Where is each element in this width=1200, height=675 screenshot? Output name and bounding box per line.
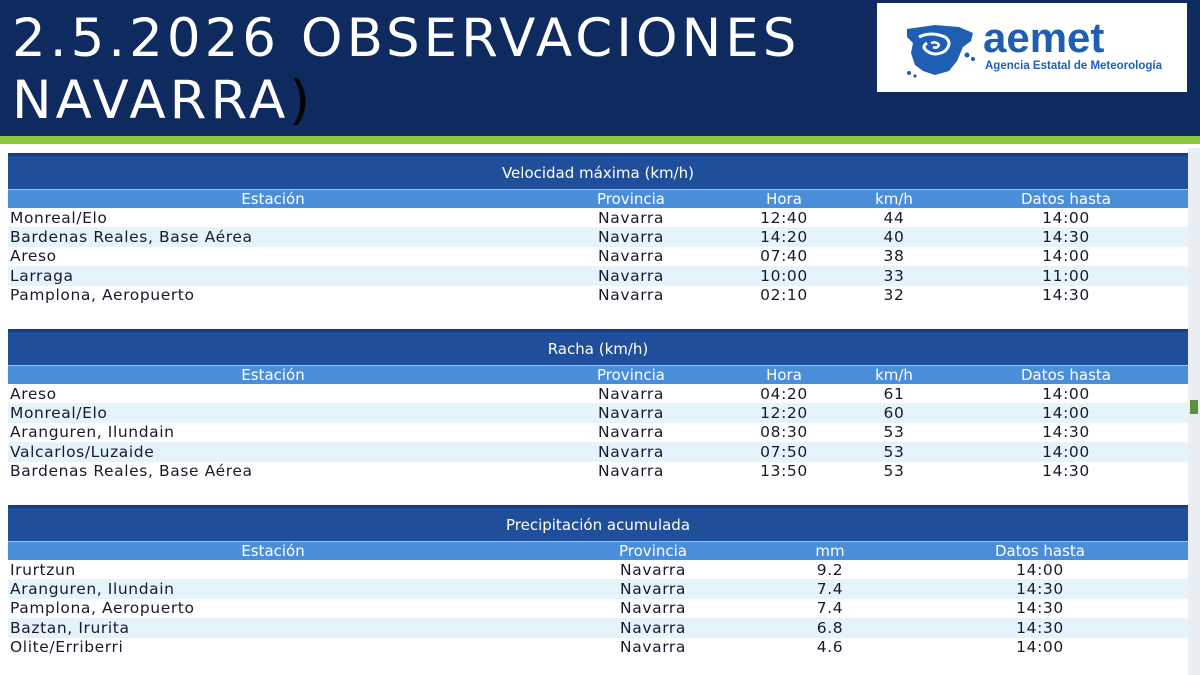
title-paren: ) xyxy=(289,70,315,131)
cell-estacion: Bardenas Reales, Base Aérea xyxy=(10,462,253,481)
table-row xyxy=(8,442,1188,461)
cell-estacion: Pamplona, Aeropuerto xyxy=(10,599,195,618)
column-estacion: Estación xyxy=(241,366,305,384)
table-row xyxy=(8,638,1188,657)
cell-kmh: 60 xyxy=(883,404,905,423)
cell-estacion: Aranguren, Ilundain xyxy=(10,580,175,599)
cell-kmh: 53 xyxy=(883,462,905,481)
cell-estacion: Monreal/Elo xyxy=(10,208,108,227)
cell-kmh: 32 xyxy=(883,286,905,305)
cell-mm: 4.6 xyxy=(816,638,844,657)
cell-provincia: Navarra xyxy=(620,580,686,599)
cell-datos-hasta: 14:00 xyxy=(1042,384,1090,403)
header-banner xyxy=(0,0,1200,136)
cell-kmh: 33 xyxy=(883,266,905,285)
cell-hora: 08:30 xyxy=(760,423,808,442)
cell-kmh: 61 xyxy=(883,384,905,403)
table-title: Precipitación acumulada xyxy=(8,508,1188,541)
title-region: NAVARRA xyxy=(12,70,290,131)
scrollbar-thumb[interactable] xyxy=(1190,400,1198,414)
cell-datos-hasta: 14:30 xyxy=(1042,462,1090,481)
logo-subtitle: Agencia Estatal de Meteorología xyxy=(985,60,1163,72)
cell-mm: 7.4 xyxy=(816,599,844,618)
table-title: Velocidad máxima (km/h) xyxy=(8,156,1188,189)
column-kmh: km/h xyxy=(875,366,913,384)
cell-mm: 7.4 xyxy=(816,580,844,599)
cell-hora: 02:10 xyxy=(760,286,808,305)
table-row xyxy=(8,618,1188,637)
table-row xyxy=(8,227,1188,246)
cell-provincia: Navarra xyxy=(598,442,664,461)
table-row xyxy=(8,423,1188,442)
cell-datos-hasta: 14:00 xyxy=(1016,638,1064,657)
cell-provincia: Navarra xyxy=(598,384,664,403)
cell-provincia: Navarra xyxy=(598,462,664,481)
column-provincia: Provincia xyxy=(619,542,687,560)
cell-datos-hasta: 14:30 xyxy=(1016,580,1064,599)
cell-datos-hasta: 14:30 xyxy=(1016,618,1064,637)
cell-kmh: 53 xyxy=(883,423,905,442)
table-row xyxy=(8,579,1188,598)
cell-hora: 14:20 xyxy=(760,228,808,247)
table-row xyxy=(8,286,1188,305)
cell-kmh: 53 xyxy=(883,442,905,461)
logo-wordmark: aemet xyxy=(983,14,1105,61)
table-row xyxy=(8,247,1188,266)
cell-datos-hasta: 14:00 xyxy=(1042,247,1090,266)
cell-datos-hasta: 14:00 xyxy=(1016,560,1064,579)
table-row xyxy=(8,208,1188,227)
cell-datos-hasta: 14:30 xyxy=(1042,228,1090,247)
title-line-region xyxy=(12,70,872,132)
cell-hora: 04:20 xyxy=(760,384,808,403)
title-line-date: 2.5.2026 OBSERVACIONES xyxy=(12,8,801,69)
cell-datos-hasta: 14:30 xyxy=(1016,599,1064,618)
cell-provincia: Navarra xyxy=(598,404,664,423)
table-velocidad-maxima xyxy=(8,153,1188,305)
cell-mm: 9.2 xyxy=(816,560,844,579)
cell-provincia: Navarra xyxy=(620,560,686,579)
cell-hora: 07:50 xyxy=(760,442,808,461)
column-estacion: Estación xyxy=(241,542,305,560)
aemet-logo xyxy=(877,3,1187,92)
table-row xyxy=(8,384,1188,403)
cell-estacion: Monreal/Elo xyxy=(10,404,108,423)
column-kmh: km/h xyxy=(875,190,913,208)
cell-provincia: Navarra xyxy=(620,599,686,618)
table-row xyxy=(8,599,1188,618)
cell-datos-hasta: 14:00 xyxy=(1042,404,1090,423)
table-column-header xyxy=(8,189,1188,208)
column-mm: mm xyxy=(815,542,845,560)
cell-provincia: Navarra xyxy=(620,618,686,637)
cell-estacion: Baztan, Irurita xyxy=(10,618,130,637)
cell-mm: 6.8 xyxy=(816,618,844,637)
column-provincia: Provincia xyxy=(597,190,665,208)
cell-kmh: 40 xyxy=(883,228,905,247)
cell-datos-hasta: 14:00 xyxy=(1042,442,1090,461)
table-row xyxy=(8,462,1188,481)
cell-hora: 13:50 xyxy=(760,462,808,481)
table-row xyxy=(8,403,1188,422)
cell-provincia: Navarra xyxy=(598,286,664,305)
cell-estacion: Irurtzun xyxy=(10,560,76,579)
table-title: Racha (km/h) xyxy=(8,332,1188,365)
cell-estacion: Larraga xyxy=(10,266,74,285)
cell-kmh: 44 xyxy=(883,208,905,227)
cell-datos-hasta: 14:30 xyxy=(1042,423,1090,442)
iberian-peninsula-icon xyxy=(901,21,979,79)
cell-provincia: Navarra xyxy=(598,208,664,227)
cell-provincia: Navarra xyxy=(598,423,664,442)
table-column-header xyxy=(8,365,1188,384)
page-title xyxy=(12,8,872,132)
cell-estacion: Aranguren, Ilundain xyxy=(10,423,175,442)
cell-hora: 07:40 xyxy=(760,247,808,266)
table-column-header xyxy=(8,541,1188,560)
cell-estacion: Areso xyxy=(10,247,57,266)
cell-hora: 12:40 xyxy=(760,208,808,227)
column-hora: Hora xyxy=(766,366,802,384)
table-racha xyxy=(8,329,1188,481)
cell-estacion: Areso xyxy=(10,384,57,403)
cell-provincia: Navarra xyxy=(598,228,664,247)
column-provincia: Provincia xyxy=(597,366,665,384)
cell-estacion: Pamplona, Aeropuerto xyxy=(10,286,195,305)
column-datos-hasta: Datos hasta xyxy=(1021,366,1111,384)
cell-hora: 10:00 xyxy=(760,266,808,285)
cell-estacion: Valcarlos/Luzaide xyxy=(10,442,155,461)
cell-datos-hasta: 14:30 xyxy=(1042,286,1090,305)
column-datos-hasta: Datos hasta xyxy=(995,542,1085,560)
accent-divider xyxy=(0,136,1200,144)
table-row xyxy=(8,266,1188,285)
cell-provincia: Navarra xyxy=(598,247,664,266)
cell-provincia: Navarra xyxy=(620,638,686,657)
cell-hora: 12:20 xyxy=(760,404,808,423)
table-precipitacion xyxy=(8,505,1188,657)
column-datos-hasta: Datos hasta xyxy=(1021,190,1111,208)
cell-provincia: Navarra xyxy=(598,266,664,285)
cell-datos-hasta: 11:00 xyxy=(1042,266,1090,285)
column-estacion: Estación xyxy=(241,190,305,208)
cell-kmh: 38 xyxy=(883,247,905,266)
cell-estacion: Olite/Erriberri xyxy=(10,638,124,657)
cell-estacion: Bardenas Reales, Base Aérea xyxy=(10,228,253,247)
cell-datos-hasta: 14:00 xyxy=(1042,208,1090,227)
column-hora: Hora xyxy=(766,190,802,208)
table-row xyxy=(8,560,1188,579)
